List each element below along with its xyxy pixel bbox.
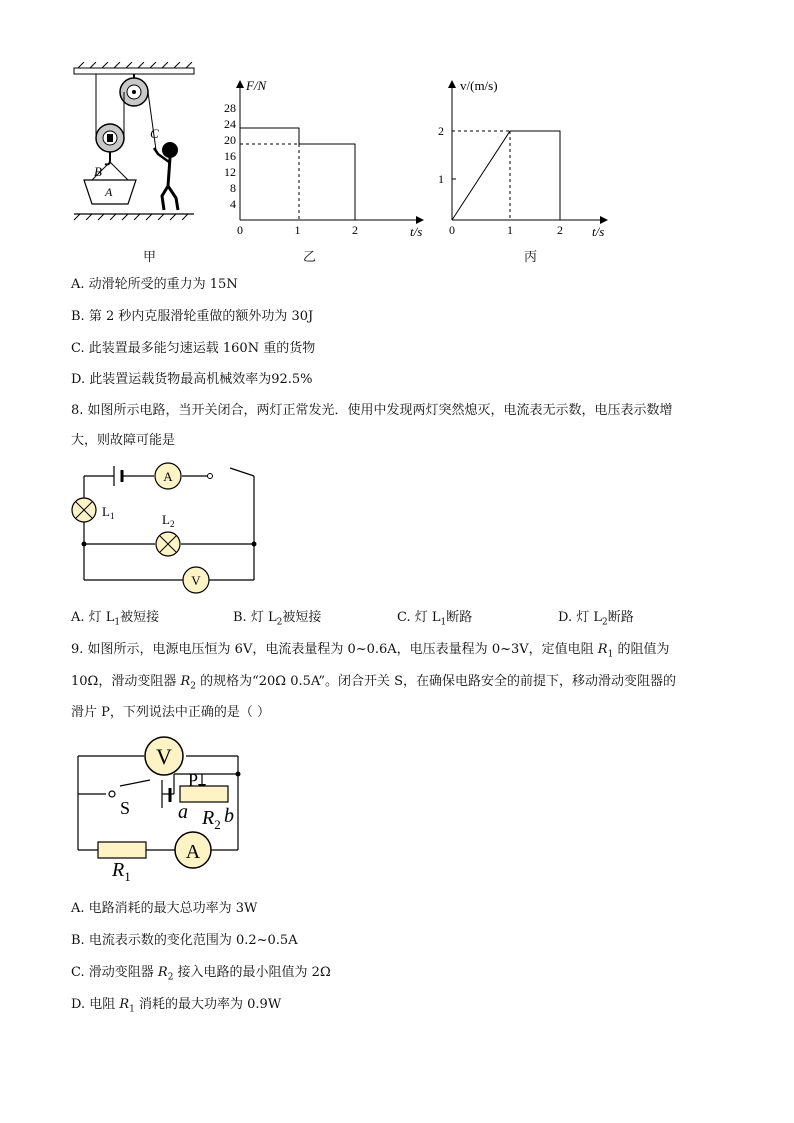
q9-stem-line2: 10Ω，滑动变阻器 $R_2$ 的规格为“20Ω 0.5A”。闭合开关 S，在确保电路安全的前提下，移动滑动变阻器的 bbox=[71, 674, 677, 692]
q8-option-b: B. 灯 $L_2$被短接 bbox=[233, 610, 322, 628]
x-tick-2: 2 bbox=[352, 223, 358, 237]
slider-label: P bbox=[188, 770, 199, 790]
R1-label: $R_1$ bbox=[112, 859, 131, 884]
x-tick-0: 0 bbox=[449, 223, 455, 237]
q9-option-d: D. 电阻 $R_1$ 消耗的最大功率为 0.9W bbox=[71, 997, 282, 1015]
y-tick-28: 28 bbox=[224, 101, 236, 115]
L1-label: $L_1$ bbox=[102, 504, 115, 521]
y-axis-label: v/(m/s) bbox=[460, 78, 498, 93]
q7-option-d: D. 此装置运载货物最高机械效率为92.5% bbox=[71, 372, 313, 387]
q9-option-a: A. 电路消耗的最大总功率为 3W bbox=[71, 901, 258, 916]
y-tick-4: 4 bbox=[230, 197, 236, 211]
x-axis-label: t/s bbox=[592, 224, 605, 239]
fig-label-bing: 丙 bbox=[524, 250, 538, 265]
x-tick-0: 0 bbox=[237, 223, 243, 237]
q9-voltmeter-label: V bbox=[156, 744, 172, 769]
label-A: A bbox=[105, 185, 113, 199]
y-tick-16: 16 bbox=[224, 149, 236, 163]
x-tick-1: 1 bbox=[294, 223, 301, 237]
q7-option-a: A. 动滑轮所受的重力为 15N bbox=[71, 277, 238, 292]
q7-option-b: B. 第 2 秒内克服滑轮重做的额外功为 30J bbox=[71, 309, 314, 324]
q9-ammeter-label: A bbox=[185, 841, 201, 863]
q8-stem-line2: 大，则故障可能是 bbox=[71, 433, 176, 448]
q8-option-c: C. 灯 $L_1$断路 bbox=[397, 610, 473, 628]
y-tick-1: 1 bbox=[438, 172, 444, 186]
switch-label: S bbox=[120, 798, 131, 818]
force-line bbox=[240, 128, 355, 220]
q8-option-a: A. 灯 $L_1$被短接 bbox=[71, 610, 160, 628]
ammeter-label: A bbox=[163, 469, 173, 484]
x-tick-2: 2 bbox=[557, 223, 563, 237]
L2-label: $L_2$ bbox=[162, 512, 175, 529]
y-tick-2: 2 bbox=[438, 124, 444, 138]
y-tick-20: 20 bbox=[224, 133, 236, 147]
x-tick-1: 1 bbox=[507, 223, 513, 237]
q9-option-c: C. 滑动变阻器 $R_2$ 接入电路的最小阻值为 2Ω bbox=[71, 965, 331, 983]
label-C: C bbox=[150, 126, 159, 141]
q8-circuit bbox=[70, 458, 270, 598]
chart-velocity-time bbox=[436, 74, 616, 242]
q8-option-d: D. 灯 $L_2$断路 bbox=[558, 610, 634, 628]
chart-force-time bbox=[222, 74, 432, 242]
q9-circuit bbox=[72, 730, 262, 890]
voltmeter-label: V bbox=[191, 573, 201, 588]
y-tick-12: 12 bbox=[224, 165, 236, 179]
end-a-label: a bbox=[178, 801, 188, 823]
end-b-label: b bbox=[224, 805, 234, 827]
q9-stem-line3: 滑片 P，下列说法中正确的是（ ） bbox=[71, 705, 271, 720]
y-tick-8: 8 bbox=[230, 181, 236, 195]
q7-option-c: C. 此装置最多能匀速运载 160N 重的货物 bbox=[71, 341, 316, 356]
y-tick-24: 24 bbox=[224, 117, 236, 131]
y-axis-label: F/N bbox=[246, 78, 267, 93]
fig-label-yi: 乙 bbox=[303, 250, 317, 265]
fig-label-jia: 甲 bbox=[143, 250, 157, 265]
velocity-line bbox=[452, 131, 560, 220]
label-B: B bbox=[94, 164, 102, 179]
q8-stem-line1: 8. 如图所示电路，当开关闭合，两灯正常发光．使用中发现两灯突然熄灭，电流表无示数，电压表示数增 bbox=[71, 403, 673, 418]
x-axis-label: t/s bbox=[410, 224, 423, 239]
pulley-figure bbox=[70, 62, 200, 232]
R2-label: $R_2$ bbox=[202, 807, 221, 832]
q9-stem-line1: 9. 如图所示，电源电压恒为 6V，电流表量程为 0~0.6A，电压表量程为 0~3V，定值电阻 $R_1$ 的阻值为 bbox=[71, 642, 670, 660]
q8-options bbox=[71, 609, 731, 627]
q9-option-b: B. 电流表示数的变化范围为 0.2~0.5A bbox=[71, 933, 298, 948]
